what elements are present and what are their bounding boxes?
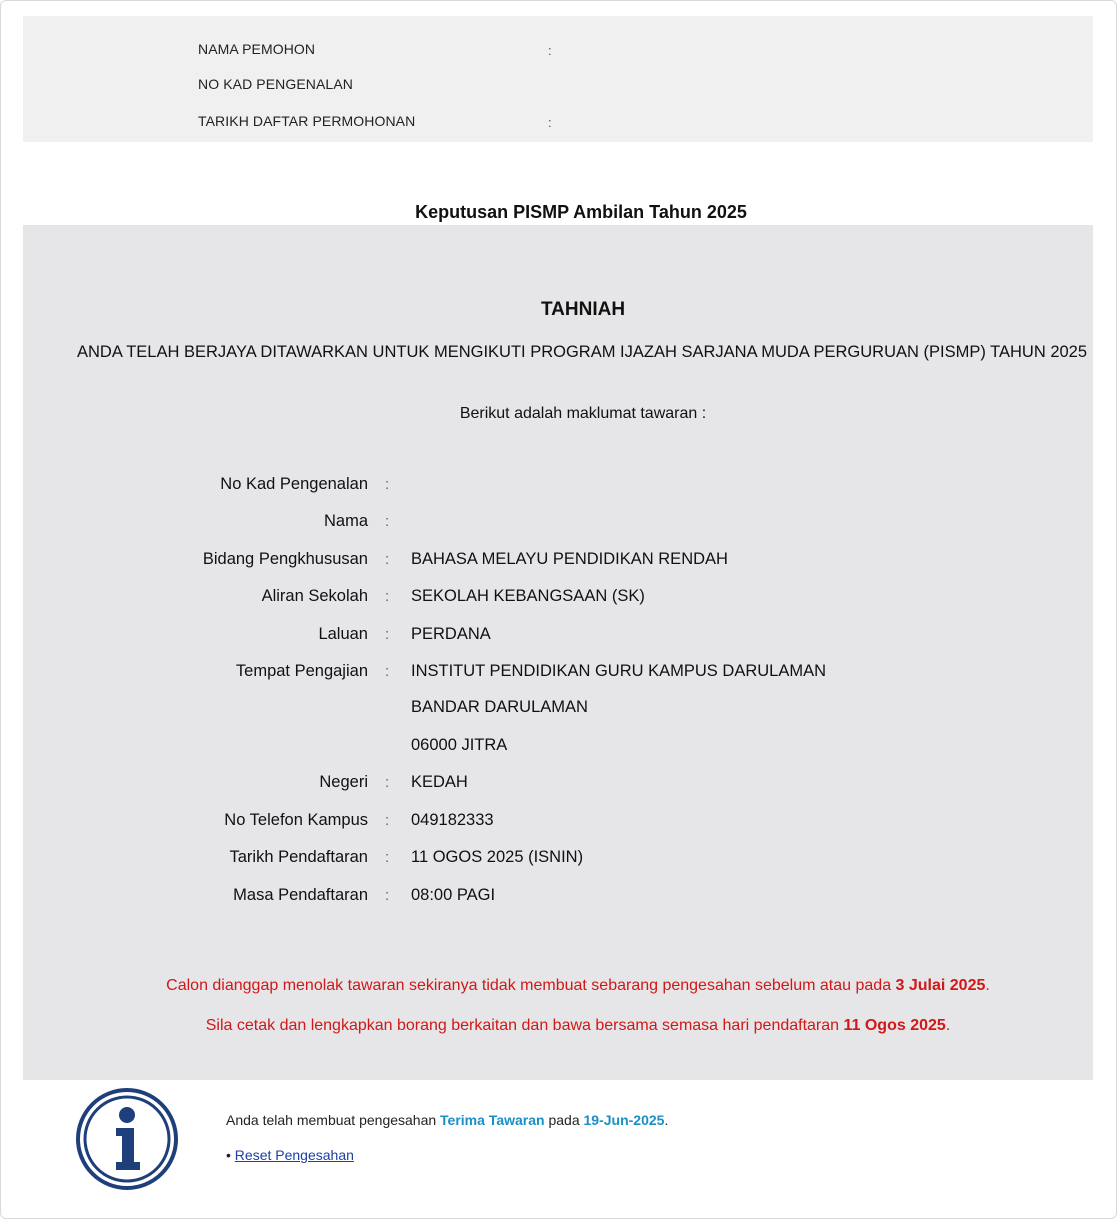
detail-colon: : — [385, 774, 390, 791]
warning-print-end: . — [945, 1017, 951, 1034]
applicant-name-label: NAMA PEMOHON — [198, 41, 316, 57]
detail-label: Negeri — [319, 773, 368, 791]
reset-confirmation-row — [226, 1147, 354, 1163]
warning-print — [23, 1017, 1093, 1035]
detail-label: Nama — [323, 512, 368, 530]
detail-value: BAHASA MELAYU PENDIDIKAN RENDAH — [411, 550, 728, 568]
detail-label: Bidang Pengkhususan — [202, 550, 368, 568]
reset-confirmation-link[interactable]: Reset Pengesahan — [234, 1147, 354, 1163]
detail-label: Tarikh Pendaftaran — [229, 848, 368, 866]
detail-colon: : — [385, 551, 390, 568]
confirmation-message — [226, 1112, 668, 1128]
detail-value: 06000 JITRA — [411, 736, 508, 754]
detail-colon: : — [385, 588, 390, 605]
offer-panel — [23, 225, 1093, 1080]
warning-deadline-end: . — [985, 977, 990, 994]
warning-deadline-date: 3 Julai 2025 — [895, 977, 986, 994]
detail-label: Masa Pendaftaran — [233, 886, 368, 904]
detail-label: No Kad Pengenalan — [220, 475, 368, 493]
confirmation-action: Terima Tawaran — [440, 1112, 545, 1128]
decision-title: Keputusan PISMP Ambilan Tahun 2025 — [415, 202, 747, 222]
detail-colon: : — [385, 626, 390, 643]
warning-deadline-text: Calon dianggap menolak tawaran sekiranya tidak membuat sebarang pengesahan sebelum atau pada — [166, 977, 896, 994]
detail-label: No Telefon Kampus — [224, 811, 368, 829]
confirmation-date: 19-Jun-2025 — [583, 1112, 665, 1128]
applicant-ic-label: NO KAD PENGENALAN — [198, 76, 353, 92]
detail-value: INSTITUT PENDIDIKAN GURU KAMPUS DARULAMAN — [411, 662, 826, 680]
confirmation-end: . — [664, 1112, 669, 1128]
confirmation-middle: pada — [544, 1112, 584, 1128]
detail-colon: : — [385, 849, 390, 866]
detail-colon: : — [385, 663, 390, 680]
greeting-heading: TAHNIAH — [540, 299, 626, 320]
warning-print-date: 11 Ogos 2025 — [843, 1017, 946, 1034]
detail-colon: : — [385, 513, 390, 530]
detail-colon: : — [385, 887, 390, 904]
detail-label: Tempat Pengajian — [235, 662, 368, 680]
bullet-icon: • — [226, 1147, 231, 1163]
detail-label: Aliran Sekolah — [261, 587, 368, 605]
detail-value: PERDANA — [411, 625, 491, 643]
detail-value: 08:00 PAGI — [411, 886, 496, 904]
info-icon — [76, 1088, 178, 1190]
confirmation-prefix: Anda telah membuat pengesahan — [226, 1112, 441, 1128]
offer-intro: Berikut adalah maklumat tawaran : — [459, 405, 707, 422]
detail-value: 11 OGOS 2025 (ISNIN) — [411, 848, 584, 866]
offer-headline: ANDA TELAH BERJAYA DITAWARKAN UNTUK MENGIKUTI PROGRAM IJAZAH SARJANA MUDA PERGURUAN (PISMP) TAHUN 2025 — [77, 343, 1088, 361]
detail-value: KEDAH — [411, 773, 468, 791]
detail-value: SEKOLAH KEBANGSAAN (SK) — [411, 587, 645, 605]
applicant-name-colon: : — [548, 43, 552, 58]
applicant-section — [23, 16, 1093, 142]
applicant-date-colon: : — [548, 115, 552, 130]
detail-colon: : — [385, 476, 390, 493]
warning-print-text: Sila cetak dan lengkapkan borang berkaitan dan bawa bersama semasa hari pendaftaran — [205, 1017, 844, 1034]
detail-value: BANDAR DARULAMAN — [411, 698, 588, 716]
warning-deadline — [23, 977, 1093, 995]
detail-value: 049182333 — [411, 811, 494, 829]
applicant-date-label: TARIKH DAFTAR PERMOHONAN — [198, 113, 416, 129]
detail-colon: : — [385, 812, 390, 829]
detail-label: Laluan — [318, 625, 368, 643]
